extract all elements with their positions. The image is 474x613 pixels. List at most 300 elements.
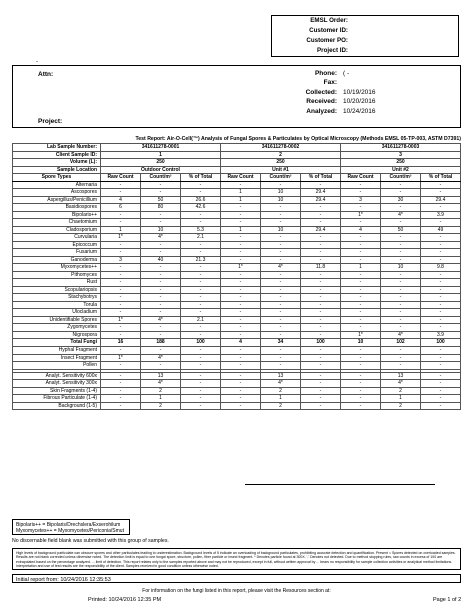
spore-row xyxy=(13,211,461,219)
table-cell: - xyxy=(261,279,301,287)
table-cell: 100 xyxy=(301,339,341,347)
table-cell: 3 xyxy=(101,256,141,264)
table-cell: - xyxy=(301,309,341,317)
table-cell: - xyxy=(381,354,421,362)
project-label: Project: xyxy=(38,118,63,125)
printed-timestamp: Printed: 10/24/2016 12:35 PM xyxy=(88,597,162,603)
column-header: Raw Count xyxy=(101,174,141,182)
row-label: Chaetomium xyxy=(13,219,101,227)
disclaimer-text: High levels of background particulate can obscure spores and other particulates leading to underestimation. Background levels of 5 indicate an overloading of background particulates, prohibiting accurate detection and quantification. Present = Spores detected on overloaded samples. Results are not blank corrected unless otherwise noted. The detection limit is equal to one fungal spore, structure, pollen, fiber particle or insect fragment. * Denotes particle found at 300X. '-' Denotes not detected. Due to method stopping rules, raw counts in excess of 100 are extrapolated based on the percentage analyzed. ... limit of detection. This report relates only to the samples reported above and may not be reproduced, except in full, without written approval by ... bears no responsibility for sample collection activities or analytical method limitations. Interpretation and use of test results are the responsibility of the client. Samples received in good condition unless otherwise noted. xyxy=(16,550,456,569)
table-cell: - xyxy=(221,234,261,242)
row-label: Skin Fragments (1-4) xyxy=(13,387,101,395)
table-cell: - xyxy=(261,241,301,249)
table-cell: - xyxy=(101,286,141,294)
table-cell: - xyxy=(301,347,341,355)
spore-row xyxy=(13,331,461,339)
table-cell: 6 xyxy=(101,204,141,212)
table-cell: - xyxy=(421,279,461,287)
sample-header-value: 2 xyxy=(221,151,341,159)
table-cell: - xyxy=(221,395,261,403)
table-cell: - xyxy=(301,279,341,287)
table-cell: - xyxy=(101,264,141,272)
table-cell: - xyxy=(261,234,301,242)
table-cell: - xyxy=(421,286,461,294)
table-cell: - xyxy=(421,219,461,227)
table-cell: - xyxy=(381,234,421,242)
table-cell: - xyxy=(181,249,221,257)
table-cell: 1 xyxy=(221,189,261,197)
table-cell: - xyxy=(141,211,181,219)
table-cell: - xyxy=(341,372,381,380)
spore-row xyxy=(13,324,461,332)
table-cell: - xyxy=(341,387,381,395)
table-cell: - xyxy=(101,219,141,227)
table-cell: - xyxy=(421,181,461,189)
table-cell: - xyxy=(101,387,141,395)
sample-header-label: Sample Location xyxy=(13,166,101,174)
table-cell: - xyxy=(181,395,221,403)
table-cell: - xyxy=(301,354,341,362)
row-label: Insect Fragment xyxy=(13,354,101,362)
table-cell: - xyxy=(101,241,141,249)
row-label: Fusarium xyxy=(13,249,101,257)
table-cell: - xyxy=(261,324,301,332)
table-cell: 4* xyxy=(381,331,421,339)
sample-header-row xyxy=(13,144,461,152)
table-cell: 100 xyxy=(181,339,221,347)
table-cell: - xyxy=(381,347,421,355)
table-cell: 1* xyxy=(341,331,381,339)
table-cell: - xyxy=(221,362,261,370)
table-cell: - xyxy=(261,204,301,212)
table-cell: - xyxy=(421,347,461,355)
table-cell: - xyxy=(421,189,461,197)
table-cell: - xyxy=(341,362,381,370)
sample-header-value: 341611278-0003 xyxy=(341,144,461,152)
row-label: Unidentifiable Spores xyxy=(13,316,101,324)
table-cell: 4* xyxy=(381,380,421,388)
table-cell: 4* xyxy=(141,354,181,362)
table-cell: - xyxy=(421,249,461,257)
sample-header-value: 250 xyxy=(221,159,341,167)
table-cell: - xyxy=(381,241,421,249)
row-label: Analyt. Sensitivity 600x xyxy=(13,372,101,380)
results-table-body xyxy=(13,144,461,410)
table-cell: 5.3 xyxy=(181,226,221,234)
table-cell: - xyxy=(381,301,421,309)
table-cell: - xyxy=(141,286,181,294)
table-cell: - xyxy=(301,331,341,339)
table-cell: - xyxy=(261,362,301,370)
table-cell: - xyxy=(221,354,261,362)
sample-header-value: Unit #2 xyxy=(341,166,461,174)
table-cell: 4 xyxy=(221,339,261,347)
column-header-spore-types: Spore Types xyxy=(13,174,101,182)
table-cell: - xyxy=(341,309,381,317)
table-cell: 1 xyxy=(221,196,261,204)
table-cell: 4 xyxy=(101,196,141,204)
table-cell: 3 xyxy=(341,196,381,204)
table-cell: - xyxy=(421,241,461,249)
table-cell: - xyxy=(301,234,341,242)
table-cell: - xyxy=(301,316,341,324)
spore-row xyxy=(13,294,461,302)
table-cell: - xyxy=(181,324,221,332)
collected-label: Collected: xyxy=(305,89,337,96)
table-cell: 50 xyxy=(141,196,181,204)
table-cell: 4* xyxy=(381,211,421,219)
row-label: Aspergillus/Penicillium xyxy=(13,196,101,204)
table-cell: - xyxy=(301,181,341,189)
table-cell: - xyxy=(221,387,261,395)
column-header: % of Total xyxy=(301,174,341,182)
table-cell: - xyxy=(221,219,261,227)
table-cell: - xyxy=(421,301,461,309)
legend-box xyxy=(12,519,130,535)
table-cell: - xyxy=(261,316,301,324)
signature-line xyxy=(245,484,435,485)
table-cell: - xyxy=(221,380,261,388)
table-cell: - xyxy=(261,286,301,294)
table-cell: - xyxy=(341,189,381,197)
sample-header-value: Outdoor Control xyxy=(101,166,221,174)
table-cell: 1 xyxy=(101,226,141,234)
table-cell: - xyxy=(261,271,301,279)
table-cell: - xyxy=(141,271,181,279)
table-cell: 30 xyxy=(381,196,421,204)
table-cell: - xyxy=(261,354,301,362)
table-cell: 10 xyxy=(141,226,181,234)
row-label: Curvularia xyxy=(13,234,101,242)
table-cell: - xyxy=(301,372,341,380)
table-cell: - xyxy=(181,309,221,317)
spore-row xyxy=(13,279,461,287)
table-cell: - xyxy=(421,309,461,317)
row-label: Scopulariopsis xyxy=(13,286,101,294)
sample-header-value: 250 xyxy=(101,159,221,167)
row-label: Ulocladium xyxy=(13,309,101,317)
total-fungi-row xyxy=(13,339,461,347)
row-label: Zygomycetes xyxy=(13,324,101,332)
table-cell: - xyxy=(221,181,261,189)
table-cell: 1 xyxy=(221,226,261,234)
table-cell: 13 xyxy=(141,372,181,380)
table-cell: - xyxy=(141,331,181,339)
spore-row xyxy=(13,189,461,197)
table-cell: - xyxy=(141,279,181,287)
table-cell: 2 xyxy=(381,387,421,395)
row-label: Background (1-5) xyxy=(13,402,101,410)
table-cell: 10 xyxy=(381,264,421,272)
row-label: Alternaria xyxy=(13,181,101,189)
table-cell: - xyxy=(221,372,261,380)
row-label: Fibrous Particulate (1-4) xyxy=(13,395,101,403)
analytical-row xyxy=(13,372,461,380)
table-cell: - xyxy=(421,271,461,279)
table-cell: - xyxy=(181,286,221,294)
table-cell: 2 xyxy=(141,402,181,410)
table-cell: - xyxy=(141,301,181,309)
table-cell: - xyxy=(101,301,141,309)
table-cell: 2 xyxy=(261,402,301,410)
table-cell: 40 xyxy=(141,256,181,264)
row-label: Cladosporium xyxy=(13,226,101,234)
table-cell: - xyxy=(421,294,461,302)
table-cell: 1 xyxy=(141,395,181,403)
table-cell: - xyxy=(381,256,421,264)
field-blank-note: No discernable field blank was submitted with this group of samples. xyxy=(12,538,169,544)
spore-row xyxy=(13,256,461,264)
sample-header-value: 250 xyxy=(341,159,461,167)
table-cell: - xyxy=(261,301,301,309)
row-label: Nigrospora xyxy=(13,331,101,339)
table-cell: - xyxy=(341,249,381,257)
table-cell: - xyxy=(181,189,221,197)
table-cell: 34 xyxy=(261,339,301,347)
table-cell: - xyxy=(301,241,341,249)
table-cell: - xyxy=(181,354,221,362)
analytical-row xyxy=(13,402,461,410)
table-cell: - xyxy=(141,181,181,189)
table-cell: - xyxy=(341,219,381,227)
table-cell: 1* xyxy=(101,354,141,362)
table-cell: - xyxy=(421,354,461,362)
table-cell: - xyxy=(381,362,421,370)
row-label: Pithomyces xyxy=(13,271,101,279)
table-cell: - xyxy=(221,324,261,332)
table-cell: - xyxy=(381,204,421,212)
table-cell: 4* xyxy=(261,264,301,272)
table-cell: - xyxy=(141,241,181,249)
results-table xyxy=(12,143,461,410)
table-cell: 2 xyxy=(261,387,301,395)
table-cell: 1* xyxy=(341,211,381,219)
table-cell: - xyxy=(301,219,341,227)
table-cell: - xyxy=(341,286,381,294)
table-cell: 26.6 xyxy=(181,196,221,204)
table-cell: 4* xyxy=(141,316,181,324)
table-cell: 2 xyxy=(381,402,421,410)
table-cell: - xyxy=(341,354,381,362)
table-cell: - xyxy=(181,331,221,339)
table-cell: - xyxy=(181,294,221,302)
sample-header-label: Lab Sample Number: xyxy=(13,144,101,152)
table-cell: 4* xyxy=(261,380,301,388)
sample-header-value: 3 xyxy=(341,151,461,159)
table-cell: - xyxy=(181,362,221,370)
table-cell: 10 xyxy=(341,339,381,347)
table-cell: - xyxy=(301,249,341,257)
table-cell: - xyxy=(101,402,141,410)
table-cell: - xyxy=(141,347,181,355)
table-cell: - xyxy=(341,279,381,287)
table-cell: 29.4 xyxy=(301,189,341,197)
column-header: % of Total xyxy=(181,174,221,182)
row-label: Bipolaris++ xyxy=(13,211,101,219)
column-header: Count/m³ xyxy=(381,174,421,182)
column-header: Raw Count xyxy=(341,174,381,182)
table-cell: - xyxy=(341,316,381,324)
column-header: % of Total xyxy=(421,174,461,182)
table-cell: - xyxy=(221,249,261,257)
spore-row xyxy=(13,181,461,189)
table-cell: - xyxy=(341,395,381,403)
table-cell: - xyxy=(181,241,221,249)
table-cell: - xyxy=(421,372,461,380)
spore-row xyxy=(13,264,461,272)
table-cell: 2 xyxy=(141,387,181,395)
fragment-row xyxy=(13,354,461,362)
row-label: Epicoccum xyxy=(13,241,101,249)
table-cell: - xyxy=(341,324,381,332)
customer-id-label: Customer ID: xyxy=(309,27,348,34)
analytical-row xyxy=(13,387,461,395)
column-header: Count/m³ xyxy=(261,174,301,182)
table-cell: 16 xyxy=(101,339,141,347)
initial-report-text: Initial report from: 10/24/2016 12:35:53 xyxy=(16,576,111,583)
dash-mark: - xyxy=(36,59,38,65)
table-cell: - xyxy=(181,181,221,189)
test-report-title: Test Report: Air-O-Cell(™) Analysis of Fungal Spores & Particulates by Optical Microscopy (Methods EMSL 05-TP-003, ASTM D7391) xyxy=(135,136,461,142)
sample-header-label: Volume (L): xyxy=(13,159,101,167)
table-cell: 188 xyxy=(141,339,181,347)
fragment-row xyxy=(13,347,461,355)
table-cell: - xyxy=(221,286,261,294)
column-header: Raw Count xyxy=(221,174,261,182)
sample-header-value: 341611278-0001 xyxy=(101,144,221,152)
table-cell: - xyxy=(341,256,381,264)
collected-value: 10/19/2016 xyxy=(343,89,376,96)
table-cell: 1 xyxy=(261,395,301,403)
table-cell: - xyxy=(261,294,301,302)
table-cell: - xyxy=(421,204,461,212)
spore-row xyxy=(13,271,461,279)
table-cell: - xyxy=(261,256,301,264)
table-cell: - xyxy=(101,309,141,317)
table-cell: - xyxy=(341,294,381,302)
table-cell: - xyxy=(181,387,221,395)
table-cell: 3.9 xyxy=(421,211,461,219)
table-cell: - xyxy=(301,395,341,403)
table-cell: - xyxy=(141,309,181,317)
legend-bipolaris: Bipolaris++ = Bipolaris/Drechslera/Exserohilum xyxy=(16,522,121,528)
table-cell: - xyxy=(381,189,421,197)
table-cell: - xyxy=(101,395,141,403)
table-cell: 13 xyxy=(261,372,301,380)
table-cell: - xyxy=(181,380,221,388)
table-cell: - xyxy=(101,380,141,388)
spore-row xyxy=(13,234,461,242)
table-cell: - xyxy=(421,256,461,264)
table-cell: - xyxy=(181,301,221,309)
table-cell: - xyxy=(101,271,141,279)
table-cell: - xyxy=(421,362,461,370)
table-cell: 49 xyxy=(421,226,461,234)
table-cell: 102 xyxy=(381,339,421,347)
table-cell: - xyxy=(221,331,261,339)
table-cell: - xyxy=(101,331,141,339)
table-cell: - xyxy=(341,234,381,242)
client-info-box xyxy=(12,65,461,128)
table-cell: 1 xyxy=(341,264,381,272)
table-cell: - xyxy=(101,189,141,197)
table-cell: 21.3 xyxy=(181,256,221,264)
table-cell: - xyxy=(381,294,421,302)
row-label: Torula xyxy=(13,301,101,309)
column-header: Count/m³ xyxy=(141,174,181,182)
table-cell: - xyxy=(301,301,341,309)
table-cell: 10 xyxy=(261,196,301,204)
spore-row xyxy=(13,309,461,317)
spore-row xyxy=(13,219,461,227)
legend-myxomycetes: Myxomycetes++ = Myxomycetes/Periconia/Smut xyxy=(16,528,124,534)
initial-report-box xyxy=(12,574,461,583)
fragment-row xyxy=(13,362,461,370)
table-cell: - xyxy=(141,189,181,197)
row-label: Rust xyxy=(13,279,101,287)
table-cell: 80 xyxy=(141,204,181,212)
table-cell: - xyxy=(341,380,381,388)
table-cell: - xyxy=(141,219,181,227)
table-cell: - xyxy=(221,347,261,355)
table-cell: - xyxy=(341,181,381,189)
table-cell: - xyxy=(261,211,301,219)
phone-label: Phone: xyxy=(314,70,337,77)
table-cell: - xyxy=(181,402,221,410)
phone-value: ( - xyxy=(343,70,350,77)
row-label: Basidiospores xyxy=(13,204,101,212)
table-cell: - xyxy=(301,256,341,264)
sample-header-row xyxy=(13,159,461,167)
table-cell: - xyxy=(101,362,141,370)
table-cell: 4 xyxy=(341,226,381,234)
spore-row xyxy=(13,286,461,294)
spore-row xyxy=(13,249,461,257)
table-cell: - xyxy=(421,402,461,410)
table-cell: 2.1 xyxy=(181,234,221,242)
project-id-label: Project ID: xyxy=(317,47,348,54)
column-header-row xyxy=(13,174,461,182)
spore-row xyxy=(13,241,461,249)
table-cell: - xyxy=(381,249,421,257)
sample-header-row xyxy=(13,166,461,174)
table-cell: 2.1 xyxy=(181,316,221,324)
table-cell: 42.6 xyxy=(181,204,221,212)
table-cell: 29.4 xyxy=(421,196,461,204)
table-cell: - xyxy=(301,402,341,410)
spore-row xyxy=(13,204,461,212)
table-cell: - xyxy=(301,324,341,332)
table-cell: - xyxy=(381,271,421,279)
analytical-row xyxy=(13,380,461,388)
table-cell: - xyxy=(221,256,261,264)
table-cell: 13 xyxy=(381,372,421,380)
received-label: Received: xyxy=(306,98,337,105)
received-value: 10/20/2016 xyxy=(343,98,376,105)
table-cell: - xyxy=(221,271,261,279)
row-label: Myxomycetes++ xyxy=(13,264,101,272)
order-info-box xyxy=(271,15,459,57)
spore-row xyxy=(13,301,461,309)
table-cell: - xyxy=(301,271,341,279)
table-cell: 29.4 xyxy=(301,226,341,234)
page-number: Page 1 of 2 xyxy=(433,597,462,603)
table-cell: - xyxy=(141,324,181,332)
table-cell: - xyxy=(221,301,261,309)
fax-label: Fax: xyxy=(323,79,337,86)
table-cell: 10 xyxy=(261,189,301,197)
table-cell: - xyxy=(341,271,381,279)
